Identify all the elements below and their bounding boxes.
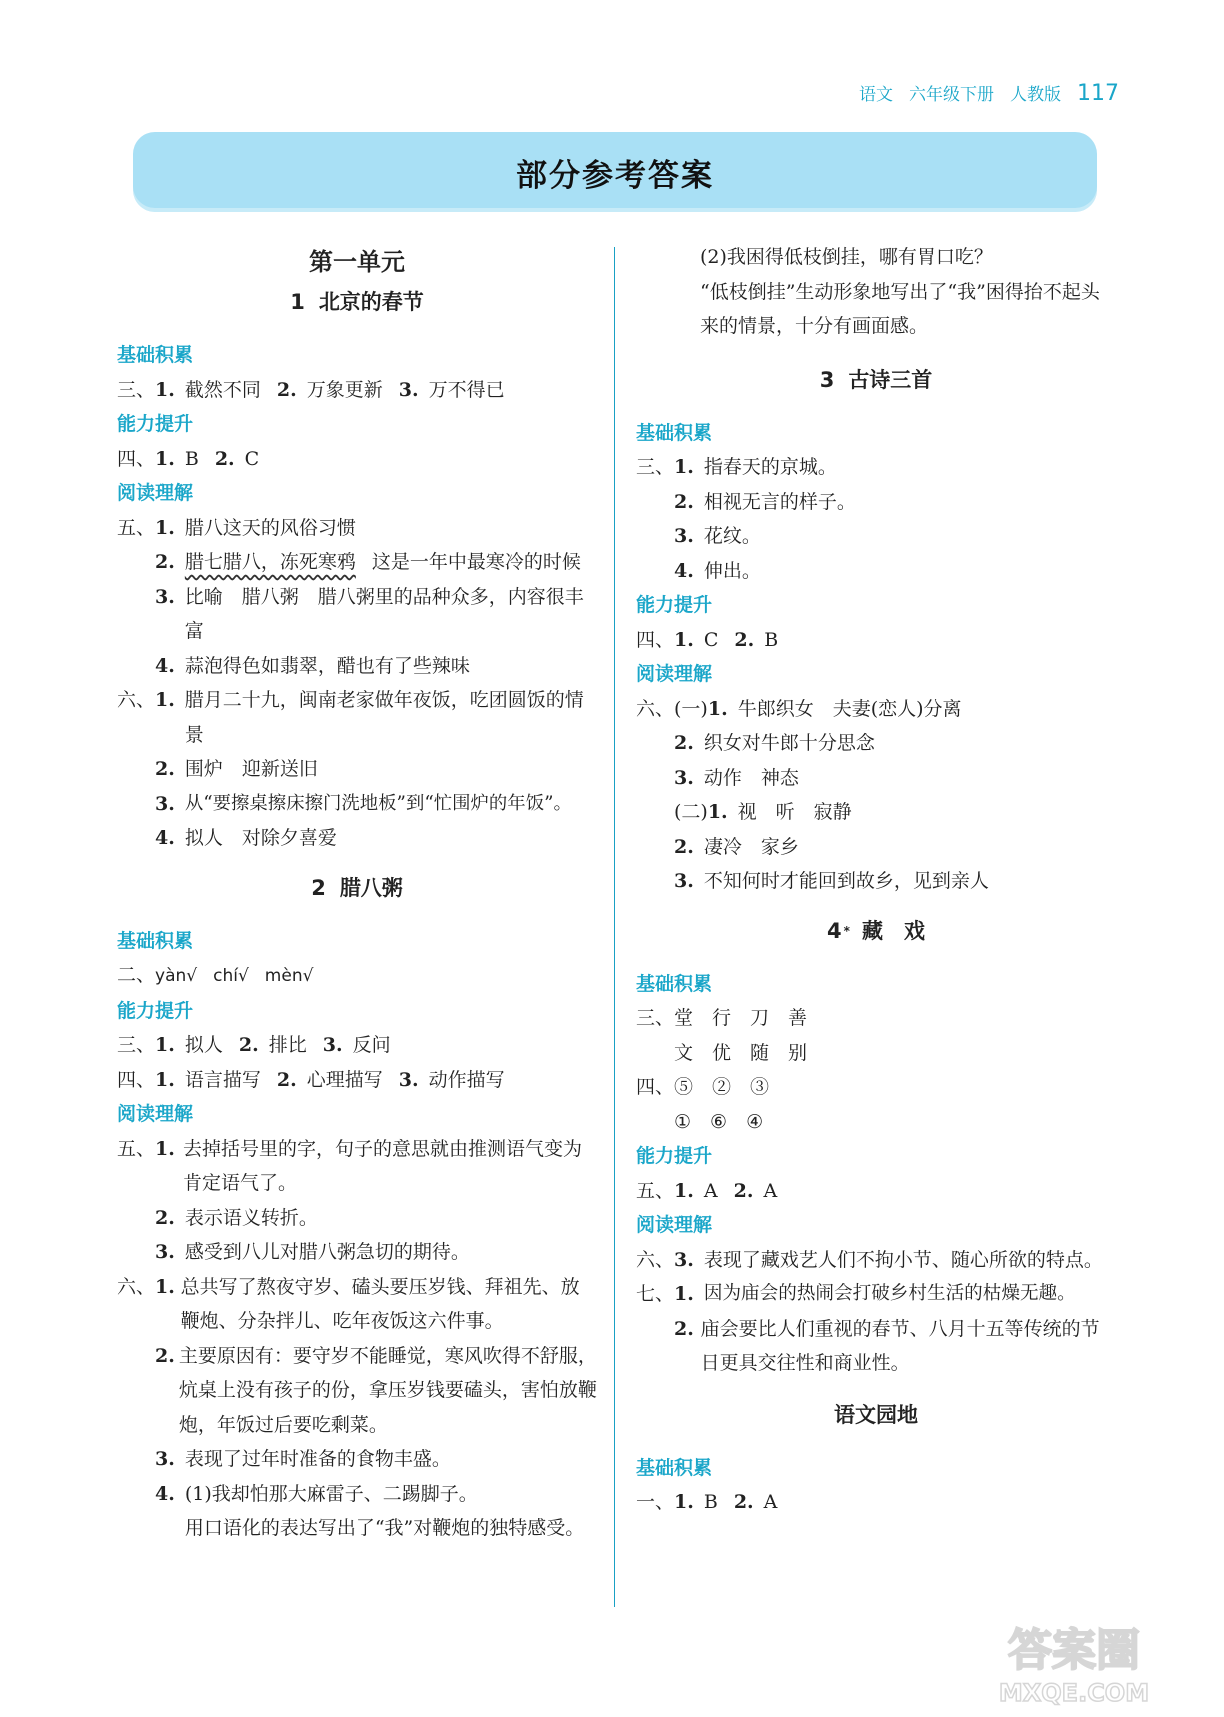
answer-item: 3. 花纹。 [674, 525, 761, 547]
answer-line: 二、yàn√ chí√ mèn√ [117, 964, 314, 986]
answer-item: 2. 主要原因有：要守岁不能睡觉，寒风吹得不舒服，炕桌上没有孩子的份，拿压岁钱要磕头，害怕放鞭炮，年饭过后要吃剩菜。 [155, 1344, 597, 1436]
section-heading-jichu: 基础积累 [636, 972, 713, 995]
lesson-number: 1 [290, 290, 305, 314]
lesson-title-4: 4 * 藏 戏 [827, 918, 925, 943]
answer-line: 四、1. C 2. B [636, 628, 779, 651]
page-title: 部分参考答案 [516, 157, 714, 194]
header-subject: 语文 [859, 85, 893, 105]
section-heading-nengli: 能力提升 [117, 999, 194, 1022]
answer-line: 三、堂 行 刀 善 [636, 1007, 808, 1029]
answer-item: 2. 织女对牛郎十分思念 [674, 732, 875, 754]
section-heading-jichu: 基础积累 [636, 421, 713, 444]
answer-line: (2)我困得低枝倒挂，哪有胃口吃？ [700, 246, 993, 268]
header-edition: 人教版 [1010, 85, 1061, 105]
answer-line: 文 优 随 别 [674, 1041, 808, 1064]
answer-item: 3. 比喻 腊八粥 腊八粥里的品种众多，内容很丰富 [155, 585, 584, 642]
page-number: 117 [1077, 81, 1119, 106]
answer-item: 3. 动作 神态 [674, 766, 799, 789]
answer-item: 2. 表示语义转折。 [155, 1206, 318, 1229]
section-heading-jichu: 基础积累 [636, 1456, 713, 1479]
answer-item: 2. 凄冷 家乡 [674, 835, 799, 858]
lesson-title-2: 2 腊八粥 [311, 875, 403, 900]
section-heading-nengli: 能力提升 [636, 594, 713, 616]
garden-title: 语文园地 [834, 1402, 918, 1427]
left-column [117, 240, 597, 1546]
answer-item: 五、 1. 腊八这天的风俗习惯 [117, 516, 356, 539]
answer-line: 一、1. B 2. A [636, 1491, 778, 1513]
answer-item: 六、 3. 表现了藏戏艺人们不拘小节、随心所欲的特点。 [636, 1248, 1103, 1271]
answer-line: 五、1. A 2. A [636, 1179, 778, 1202]
watermark-url: MXQE.COM [998, 1679, 1150, 1707]
answer-line: ① ⑥ ④ [674, 1110, 764, 1133]
answer-item: 三、 1. 指春天的京城。 [636, 456, 837, 478]
header-grade: 六年级下册 [909, 85, 994, 105]
watermark-text: 答案圈 [1008, 1625, 1140, 1676]
answer-item: 2. 围炉 迎新送旧 [155, 758, 318, 780]
answer-line: 四、⑤ ② ③ [636, 1076, 770, 1098]
unit-title: 第一单元 [309, 248, 405, 276]
section-heading-jichu: 基础积累 [117, 929, 194, 952]
optional-mark: * [843, 923, 850, 938]
answer-line: 四、1. 语言描写 2. 心理描写 3. 动作描写 [117, 1068, 505, 1091]
answer-line: 三、1. 截然不同 2. 万象更新 3. 万不得已 [117, 378, 505, 401]
lesson-name: 北京的春节 [318, 290, 424, 314]
right-column [636, 240, 1116, 1520]
section-heading-yuedu: 阅读理解 [636, 663, 713, 685]
answer-text: “低枝倒挂”生动形象地写出了“我”困得抬不起头来的情景，十分有画面感。 [700, 280, 1100, 337]
answer-item: 五、 1. 去掉括号里的字，句子的意思就由推测语气变为肯定语气了。 [117, 1137, 582, 1194]
answer-item: 六、 1. 腊月二十九，闽南老家做年夜饭，吃团圆饭的情景 [117, 689, 584, 746]
answer-line: 四、1. B 2. C [117, 447, 260, 470]
wavy-underline-text: 腊七腊八，冻死寒鸦 [184, 551, 356, 573]
answer-item: 2. 腊七腊八，冻死寒鸦 这是一年中最寒冷的时候 [155, 551, 581, 573]
section-heading-nengli: 能力提升 [636, 1145, 713, 1167]
section-heading-yuedu: 阅读理解 [117, 1103, 194, 1125]
answer-item: 4. 伸出。 [674, 559, 761, 582]
answer-item: 2. 庙会要比人们重视的春节、八月十五等传统的节日更具交往性和商业性。 [674, 1317, 1100, 1374]
title-banner [133, 132, 1097, 212]
answer-item: 七、 1. 因为庙会的热闹会打破乡村生活的枯燥无趣。 [636, 1283, 1076, 1305]
lesson-title-1 [117, 284, 597, 320]
section-heading-jichu: 基础积累 [117, 344, 194, 366]
column-divider [614, 247, 615, 1607]
section-heading-yuedu: 阅读理解 [117, 482, 194, 504]
answer-item: 4. (1)我却怕那大麻雷子、二踢脚子。 用口语化的表达写出了“我”对鞭炮的独特感受。 [155, 1482, 585, 1539]
answer-item: 3. 不知何时才能回到故乡，见到亲人 [674, 870, 989, 892]
section-heading-nengli: 能力提升 [117, 413, 194, 435]
answer-line: (二)1. 视 听 寂静 [674, 801, 852, 823]
watermark-logo [986, 1613, 1162, 1709]
answer-item: 3. 感受到八儿对腊八粥急切的期待。 [155, 1241, 470, 1263]
answer-item: 六、 1. 总共写了熬夜守岁、磕头要压岁钱、拜祖先、放鞭炮、分杂拌儿、吃年夜饭这六件事。 [117, 1275, 580, 1332]
lesson-title-3: 3 古诗三首 [819, 367, 933, 392]
section-heading-yuedu: 阅读理解 [636, 1214, 713, 1236]
answer-item: 4. 蒜泡得色如翡翠，醋也有了些辣味 [155, 654, 470, 677]
answer-item: 4. 拟人 对除夕喜爱 [155, 827, 337, 849]
answer-item: 2. 相视无言的样子。 [674, 490, 856, 513]
answer-item: 3. 从“要擦桌擦床擦门洗地板”到“忙围炉的年饭”。 [155, 792, 572, 815]
page-header [859, 80, 1119, 106]
answer-item: 3. 表现了过年时准备的食物丰盛。 [155, 1448, 451, 1470]
answer-line: 六、(一)1. 牛郎织女 夫妻(恋人)分离 [636, 697, 962, 720]
answer-line: 三、1. 拟人 2. 排比 3. 反问 [117, 1034, 391, 1056]
